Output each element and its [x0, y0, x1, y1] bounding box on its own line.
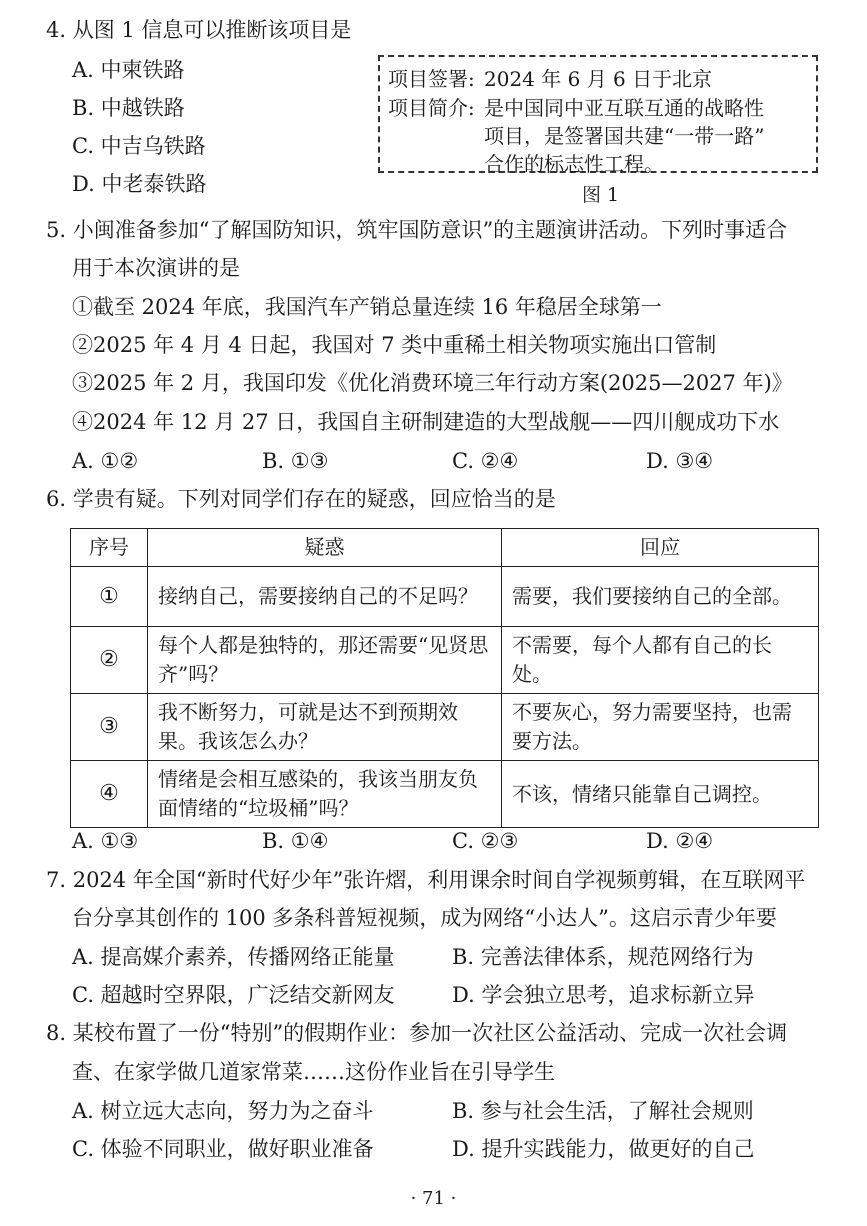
q7-option-c: C. 超越时空界限，广泛结交新网友	[72, 983, 395, 1007]
q5-option-d: D. ③④	[646, 449, 714, 473]
q4-option-c: C. 中吉乌铁路	[72, 134, 206, 158]
table-row	[71, 761, 819, 828]
q7-stem-line-1: 7. 2024 年全国“新时代好少年”张许熠，利用课余时间自学视频剪辑，在互联网平	[46, 868, 806, 892]
q8-stem-line-1: 8. 某校布置了一份“特别”的假期作业：参加一次社区公益活动、完成一次社会调	[46, 1021, 788, 1045]
figure-1-box	[378, 55, 818, 176]
q5-option-c: C. ②④	[452, 449, 519, 473]
page-number: · 71 ·	[410, 1188, 457, 1209]
figure-intro-label: 项目简介:	[388, 96, 475, 120]
row-doubt: 我不断努力，可就是达不到预期效果。我该怎么办？	[148, 694, 502, 761]
q4-option-d: D. 中老泰铁路	[72, 172, 207, 196]
q5-option-b: B. ①③	[262, 449, 329, 473]
row-number: ①	[71, 567, 148, 627]
row-reply: 不要灰心，努力需要坚持，也需要方法。	[502, 694, 819, 761]
q5-option-a: A. ①②	[72, 449, 139, 473]
q6-option-b: B. ①④	[262, 829, 329, 853]
q5-stem-line-2: 用于本次演讲的是	[72, 256, 240, 280]
q8-stem-line-2: 查、在家学做几道家常菜……这份作业旨在引导学生	[72, 1060, 555, 1084]
q5-item-4: ④2024 年 12 月 27 日，我国自主研制建造的大型战舰——四川舰成功下水	[72, 410, 780, 434]
row-number: ②	[71, 627, 148, 694]
q7-option-a: A. 提高媒介素养，传播网络正能量	[72, 945, 395, 969]
q6-option-d: D. ②④	[646, 829, 714, 853]
table-row	[71, 627, 819, 694]
table-row	[71, 694, 819, 761]
q8-option-a: A. 树立远大志向，努力为之奋斗	[72, 1099, 374, 1123]
q6-option-a: A. ①③	[72, 829, 139, 853]
q5-stem-line-1: 5. 小闽准备参加“了解国防知识，筑牢国防意识”的主题演讲活动。下列时事适合	[46, 218, 788, 242]
q4-option-a: A. 中柬铁路	[72, 58, 185, 82]
row-doubt: 每个人都是独特的，那还需要“见贤思齐”吗？	[148, 627, 502, 694]
q4-option-b: B. 中越铁路	[72, 96, 185, 120]
q6-stem: 6. 学贵有疑。下列对同学们存在的疑惑，回应恰当的是	[46, 487, 556, 511]
row-reply: 需要，我们要接纳自己的全部。	[502, 567, 819, 627]
figure-intro-line-3: 合作的标志性工程。	[484, 152, 664, 176]
row-reply: 不该，情绪只能靠自己调控。	[502, 761, 819, 828]
q6-table	[70, 528, 819, 828]
header-number: 序号	[71, 529, 148, 567]
figure-intro-line-2: 项目，是签署国共建“一带一路”	[484, 124, 765, 148]
q5-item-3: ③2025 年 2 月，我国印发《优化消费环境三年行动方案(2025—2027 年)》	[72, 371, 793, 395]
header-reply: 回应	[502, 529, 819, 567]
figure-sign-value: 2024 年 6 月 6 日于北京	[484, 67, 713, 91]
figure-intro-line-1: 是中国同中亚互联互通的战略性	[484, 96, 764, 120]
row-doubt: 情绪是会相互感染的，我该当朋友负面情绪的“垃圾桶”吗？	[148, 761, 502, 828]
q5-item-1: ①截至 2024 年底，我国汽车产销总量连续 16 年稳居全球第一	[72, 295, 662, 319]
q8-option-c: C. 体验不同职业，做好职业准备	[72, 1137, 374, 1161]
q6-option-c: C. ②③	[452, 829, 519, 853]
row-reply: 不需要，每个人都有自己的长处。	[502, 627, 819, 694]
q7-option-b: B. 完善法律体系，规范网络行为	[452, 945, 754, 969]
header-doubt: 疑惑	[148, 529, 502, 567]
q4-stem: 4. 从图 1 信息可以推断该项目是	[46, 18, 352, 42]
row-number: ③	[71, 694, 148, 761]
q7-stem-line-2: 台分享其创作的 100 多条科普短视频，成为网络“小达人”。这启示青少年要	[72, 906, 777, 930]
q8-option-b: B. 参与社会生活，了解社会规则	[452, 1099, 754, 1123]
figure-sign-label: 项目签署:	[388, 67, 475, 91]
row-doubt: 接纳自己，需要接纳自己的不足吗？	[148, 567, 502, 627]
q5-item-2: ②2025 年 4 月 4 日起，我国对 7 类中重稀土相关物项实施出口管制	[72, 333, 717, 357]
table-header-row	[71, 529, 819, 567]
row-number: ④	[71, 761, 148, 828]
table-row	[71, 567, 819, 627]
q7-option-d: D. 学会独立思考，追求标新立异	[452, 983, 755, 1007]
q8-option-d: D. 提升实践能力，做更好的自己	[452, 1137, 755, 1161]
figure-caption: 图 1	[582, 184, 620, 206]
